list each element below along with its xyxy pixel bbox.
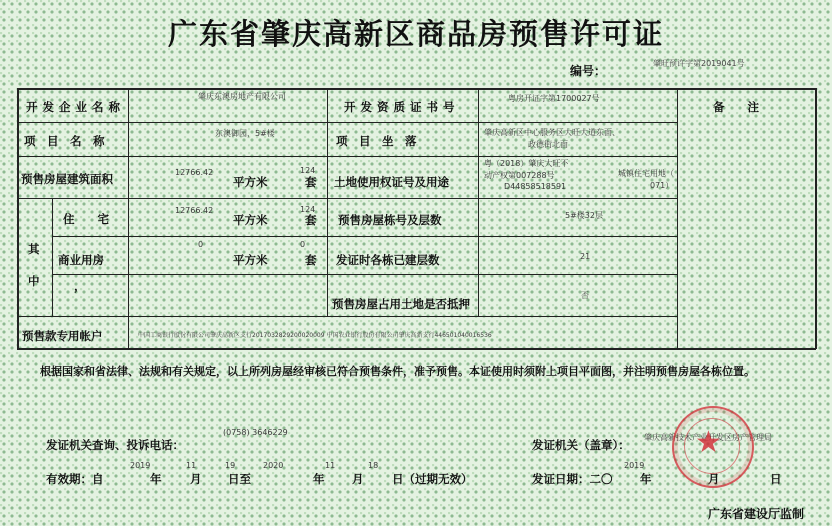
commercial-sets-unit: 套 [305,253,317,267]
number-value: 肇旺预许字第2019041号 [653,59,745,68]
issue-year-unit: 年 [640,472,652,486]
remarks-label: 备 注 [713,100,759,114]
issue-date-label: 发证日期：二〇 [532,472,613,486]
authority-label: 发证机关（盖章）： [532,438,630,452]
body-text: 根据国家和省法律、法规和有关规定，以上所列房屋经审核已符合预售条件，准予预售。本证使用时须附上项目平面图，并注明预售房屋各栋位置。 [40,365,755,378]
land-use-line2: 071） [650,181,674,190]
validity-start-month-value: 11 [186,461,197,470]
blank-row-mark: ， [74,279,86,293]
validity-end-day-unit: 日（过期无效） [392,472,473,486]
validity-end-day-value: 18 [368,461,379,470]
location-value-line1: 肇庆高新区中心服务区大旺大道东面、 [484,128,620,137]
land-cert-line2: 动产权第007288号 [484,171,555,180]
validity-label: 有效期：自 [46,472,104,486]
qualification-label: 开发资质证书号 [344,100,460,114]
validity-end-month-unit: 月 [352,472,364,486]
project-name-value: 东澳御园，5#楼 [215,129,275,138]
presale-sets-value: 124 [300,166,316,175]
presale-area-unit: 平方米 [233,175,268,189]
certificate-title: 广东省肇庆高新区商品房预售许可证 [167,17,664,51]
developer-value: 肇庆东澳房地产有限公司 [198,92,286,101]
inquiry-label: 发证机关查询、投诉电话： [46,438,184,452]
residential-area-unit: 平方米 [233,213,268,227]
residential-sets-value: 124 [300,205,316,214]
presale-sets-unit: 套 [305,175,317,189]
presale-building-value: 5#楼32层 [565,211,603,220]
seal-star-icon: ★ [695,425,722,460]
validity-start-day-unit: 日至 [228,472,251,486]
official-seal-stamp [672,406,754,488]
location-value-line2: 政德街北面 [528,140,568,149]
among-label-1: 其 [28,242,40,256]
validity-start-year-value: 2019 [130,461,151,470]
validity-start-day-value: 19 [225,461,236,470]
commercial-area-value: 0 [198,240,204,249]
presale-area-label: 预售房屋建筑面积 [21,172,113,186]
validity-end-month-value: 11 [325,461,336,470]
number-label: 编号： [570,64,607,78]
validity-end-year-value: 2020 [263,461,284,470]
commercial-sets-value: 0 [300,240,306,249]
issue-year-value: 2019 [624,461,645,470]
presale-area-value: 12766.42 [175,168,214,177]
residential-sets-unit: 套 [305,213,317,227]
validity-start-month-unit: 月 [190,472,202,486]
land-cert-line1: 粤（2018）肇庆大旺不 [484,159,569,168]
phone-value: (0758) 3646229 [223,428,288,437]
account-label: 预售款专用帐户 [22,329,103,343]
mortgage-value: 否 [581,291,589,300]
location-label: 项 目 坐 落 [336,134,417,148]
built-floors-label: 发证时各栋已建层数 [336,253,440,267]
issue-month-unit: 月 [708,472,720,486]
residential-area-value: 12766.42 [175,206,214,215]
issue-day-unit: 日 [770,472,782,486]
authority-value: 肇庆高新技术产业开发区房产管理局 [644,433,772,442]
qualification-value: 粤房开证字第1700027号 [508,94,600,103]
presale-building-label: 预售房屋栋号及层数 [338,213,442,227]
account-value: 中国工商银行股份有限公司肇庆高新区支行2017032829200020009 中国农业银行股份有限公司肇庆高新支行446501040016536 [138,332,492,339]
mortgage-label: 预售房屋占用土地是否抵押 [332,297,470,311]
built-floors-value: 21 [580,252,591,261]
validity-end-year-unit: 年 [313,472,325,486]
land-cert-line3: D44858518591 [504,182,567,191]
residential-label: 住 宅 [63,212,109,226]
commercial-area-unit: 平方米 [233,253,268,267]
land-use-line1: 城镇住宅用地（ [618,169,674,178]
validity-start-year-unit: 年 [150,472,162,486]
land-cert-label: 土地使用权证号及用途 [334,175,449,189]
among-label-2: 中 [28,274,40,288]
project-name-label: 项 目 名 称 [24,134,105,148]
commercial-label: 商业用房 [58,253,104,267]
developer-label: 开发企业名称 [26,100,125,114]
supervisor-label: 广东省建设厅监制 [708,507,805,521]
